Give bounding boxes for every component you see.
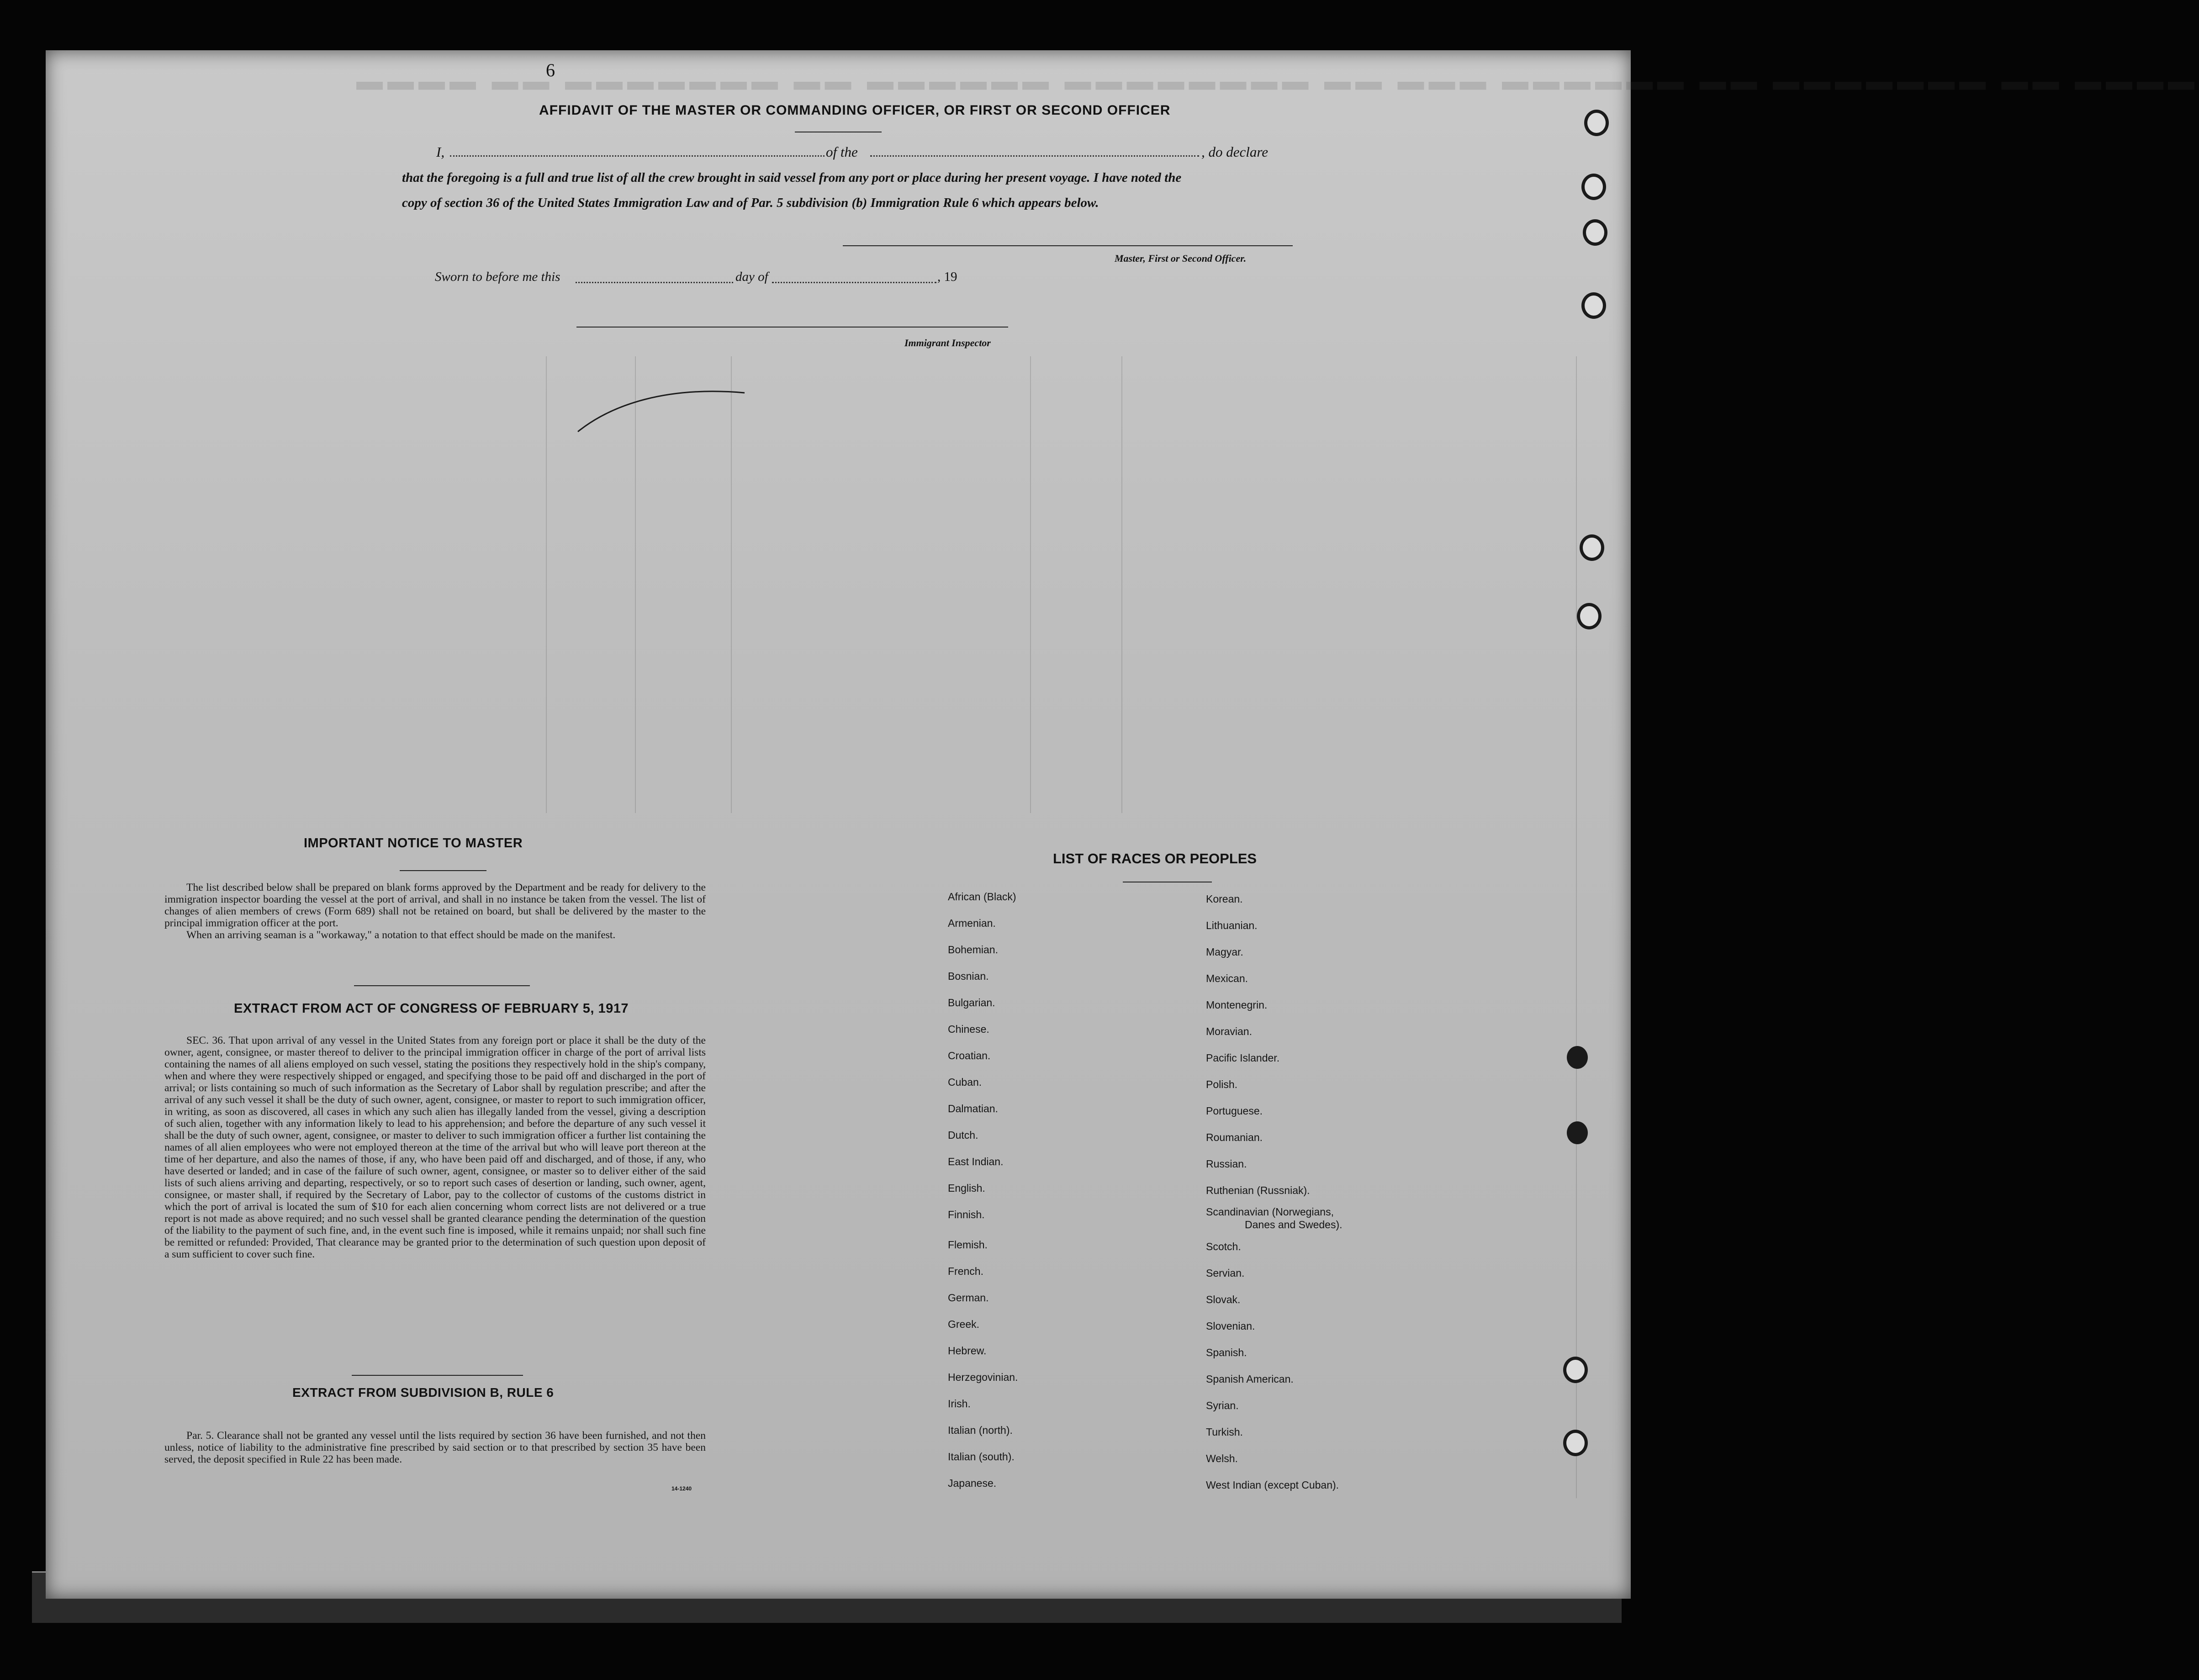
race-item: Ruthenian (Russniak).: [1206, 1184, 1310, 1196]
bleed-through-column-line: [1576, 356, 1577, 1498]
race-item: Lithuanian.: [1206, 919, 1258, 931]
notice-title: IMPORTANT NOTICE TO MASTER: [304, 836, 523, 851]
notice-paragraph-1: The list described below shall be prepared on blank forms approved by the Department and be ready for delivery to the immigration inspector boarding the vessel at the port of arrival, and shall in no instance be taken from the vessel. The list of changes of alien members of crews (Form 689) shall not be retained on board, but shall be delivered by the master to the principal immigration officer at the port.: [164, 882, 706, 929]
race-item: French.: [948, 1265, 983, 1277]
affidavit-i: I,: [436, 144, 445, 160]
race-item: Spanish American.: [1206, 1373, 1294, 1385]
race-item: Chinese.: [948, 1023, 989, 1035]
race-item: Slovak.: [1206, 1294, 1241, 1305]
notice-paragraph-2: When an arriving seaman is a "workaway," a notation to that effect should be made on the manifest.: [186, 929, 616, 941]
pen-mark: [576, 386, 749, 436]
race-item: Flemish.: [948, 1239, 988, 1251]
race-item: Scandinavian (Norwegians,: [1206, 1206, 1334, 1218]
sworn-text: Sworn to before me this: [435, 269, 560, 284]
affidavit-line-3: copy of section 36 of the United States Immigration Law and of Par. 5 subdivision (b) Immigration Rule 6 which appears below.: [402, 195, 1099, 210]
race-item: Polish.: [1206, 1078, 1238, 1090]
notice-text: [164, 882, 706, 941]
race-item: Montenegrin.: [1206, 999, 1268, 1011]
act-title: EXTRACT FROM ACT OF CONGRESS OF FEBRUARY 5, 1917: [234, 1001, 629, 1016]
binder-hole: [1581, 174, 1606, 200]
race-item: Greek.: [948, 1318, 980, 1330]
sworn-month-blank: [772, 282, 936, 283]
race-item: Danes and Swedes).: [1245, 1219, 1343, 1231]
race-item: Portuguese.: [1206, 1105, 1263, 1117]
race-item: Russian.: [1206, 1158, 1247, 1170]
race-item: Bulgarian.: [948, 997, 995, 1009]
race-item: African (Black): [948, 891, 1016, 903]
race-item: Servian.: [1206, 1267, 1245, 1279]
race-item: Bosnian.: [948, 970, 989, 982]
race-item: Scotch.: [1206, 1241, 1241, 1252]
race-item: Spanish.: [1206, 1347, 1247, 1358]
binder-hole: [1577, 603, 1602, 629]
act-text: [164, 1035, 706, 1260]
bleed-through-column-line: [1030, 356, 1031, 813]
race-item: Armenian.: [948, 917, 996, 929]
race-item: Finnish.: [948, 1209, 985, 1220]
sworn-day-blank: [576, 282, 733, 283]
day-of-text: day of: [735, 269, 768, 284]
ink-blot: [1567, 1121, 1588, 1144]
affidavit-line-2: that the foregoing is a full and true list of all the crew brought in said vessel from any port or place during her present voyage. I have noted the: [402, 170, 1182, 185]
binder-hole: [1563, 1430, 1588, 1456]
section-divider: [354, 985, 530, 986]
year-prefix: , 19: [937, 269, 957, 284]
race-item: Korean.: [1206, 893, 1243, 905]
race-item: Turkish.: [1206, 1426, 1243, 1438]
race-item: Magyar.: [1206, 946, 1243, 958]
race-item: Italian (north).: [948, 1424, 1013, 1436]
affidavit-title: AFFIDAVIT OF THE MASTER OR COMMANDING OFFICER, OR FIRST OR SECOND OFFICER: [539, 103, 1171, 118]
vessel-blank: [870, 155, 1199, 157]
bleed-through-column-line: [546, 356, 547, 813]
race-item: Cuban.: [948, 1076, 982, 1088]
inspector-signature-label: Immigrant Inspector: [904, 337, 991, 349]
form-number: 14-1240: [671, 1485, 692, 1492]
binder-hole: [1563, 1357, 1588, 1383]
name-blank: [450, 155, 825, 157]
notice-rule: [400, 870, 486, 871]
bleed-through-title: ▬▬▬▬ ▬▬ ▬▬▬▬▬▬▬ ▬▬ ▬▬▬▬▬▬ ▬▬▬▬▬▬▬▬ ▬▬ ▬▬▬ ▬▬▬▬▬▬ ▬▬ ▬▬▬▬▬▬▬ ▬▬ ▬▬▬▬: [356, 76, 2199, 106]
races-title: LIST OF RACES OR PEOPLES: [1053, 851, 1257, 866]
rule-text: [164, 1430, 706, 1465]
race-item: Slovenian.: [1206, 1320, 1255, 1332]
race-item: English.: [948, 1182, 985, 1194]
binder-hole: [1583, 219, 1607, 246]
race-item: Pacific Islander.: [1206, 1052, 1280, 1064]
race-item: Syrian.: [1206, 1400, 1239, 1411]
master-signature-line: [843, 245, 1293, 246]
bleed-through-column-line: [1121, 356, 1122, 813]
section-divider: [352, 1375, 523, 1376]
binder-hole: [1580, 534, 1604, 561]
race-item: Italian (south).: [948, 1451, 1015, 1463]
ink-blot: [1567, 1046, 1588, 1069]
binder-hole: [1584, 110, 1609, 136]
inspector-signature-line: [576, 327, 1008, 328]
race-item: Japanese.: [948, 1477, 997, 1489]
race-item: Dalmatian.: [948, 1103, 998, 1115]
master-signature-label: Master, First or Second Officer.: [1115, 253, 1247, 264]
race-item: Welsh.: [1206, 1453, 1238, 1464]
rule-title: EXTRACT FROM SUBDIVISION B, RULE 6: [292, 1385, 554, 1400]
race-item: Moravian.: [1206, 1025, 1252, 1037]
race-item: German.: [948, 1292, 989, 1304]
race-item: Hebrew.: [948, 1345, 987, 1357]
race-item: East Indian.: [948, 1156, 1004, 1168]
race-item: Irish.: [948, 1398, 971, 1410]
race-item: Herzegovinian.: [948, 1371, 1018, 1383]
act-section-36: SEC. 36. That upon arrival of any vessel in the United States from any foreign port or place it shall be the duty of the owner, agent, consignee, or master thereof to deliver to the principal immigration officer in charge of the port of arrival lists containing the names of all aliens employed on such vessel, stating the positions they respectively hold in the ship's company, when and where they were respectively shipped or engaged, and specifying those to be paid off and discharged in the port of arrival; or lists containing so much of such information as the Secretary of Labor shall by regulation prescribe; and after the arrival of any such vessel it shall be the duty of such owner, agent, consignee, or master to report to such immigration officer, in writing, as soon as discovered, all cases in which any such alien has illegally landed from the vessel, giving a description of such alien, together with any information likely to lead to his apprehension; and before the departure of any such vessel it shall be the duty of such owner, agent, consignee, or master to deliver to such immigration officer a further list containing the names of all alien employees who were not employed thereon at the time of the arrival but who will leave port thereon at the time of her departure, and also the names of those, if any, who have been paid off and discharged, and of those, if any, who have deserted or landed; and in case of the failure of such owner, agent, consignee, or master so to deliver either of the said lists of such aliens arriving and departing, respectively, or so to report such cases of desertion or landing, such owner, agent, consignee, or master shall, if required by the Secretary of Labor, pay to the collector of customs of the customs district in which the port of arrival is located the sum of $10 for each alien concerning whom correct lists are not delivered or a true report is not made as above required; and no such vessel shall be granted clearance pending the determination of the question of the liability to the payment of such fine, and, in the event such fine is imposed, while it remains unpaid; nor shall such fine be remitted or refunded: Provided, That clearance may be granted prior to the determination of such question upon deposit of a sum sufficient to cover such fine.: [164, 1035, 706, 1260]
race-item: West Indian (except Cuban).: [1206, 1479, 1339, 1491]
rule-par-5: Par. 5. Clearance shall not be granted any vessel until the lists required by section 36 have been furnished, and not then unless, notice of liability to the administrative fine prescribed by said section or to that prescribed by section 35 have been served, the deposit specified in Rule 22 has been made.: [164, 1430, 706, 1465]
race-item: Dutch.: [948, 1129, 978, 1141]
page-number: 6: [546, 60, 555, 80]
race-item: Mexican.: [1206, 972, 1248, 984]
race-item: Bohemian.: [948, 944, 998, 956]
affidavit-of-the: of the: [826, 144, 858, 160]
binder-hole: [1581, 292, 1606, 319]
race-item: Roumanian.: [1206, 1131, 1263, 1143]
affidavit-declare: , do declare: [1201, 144, 1269, 160]
race-item: Croatian.: [948, 1050, 991, 1062]
